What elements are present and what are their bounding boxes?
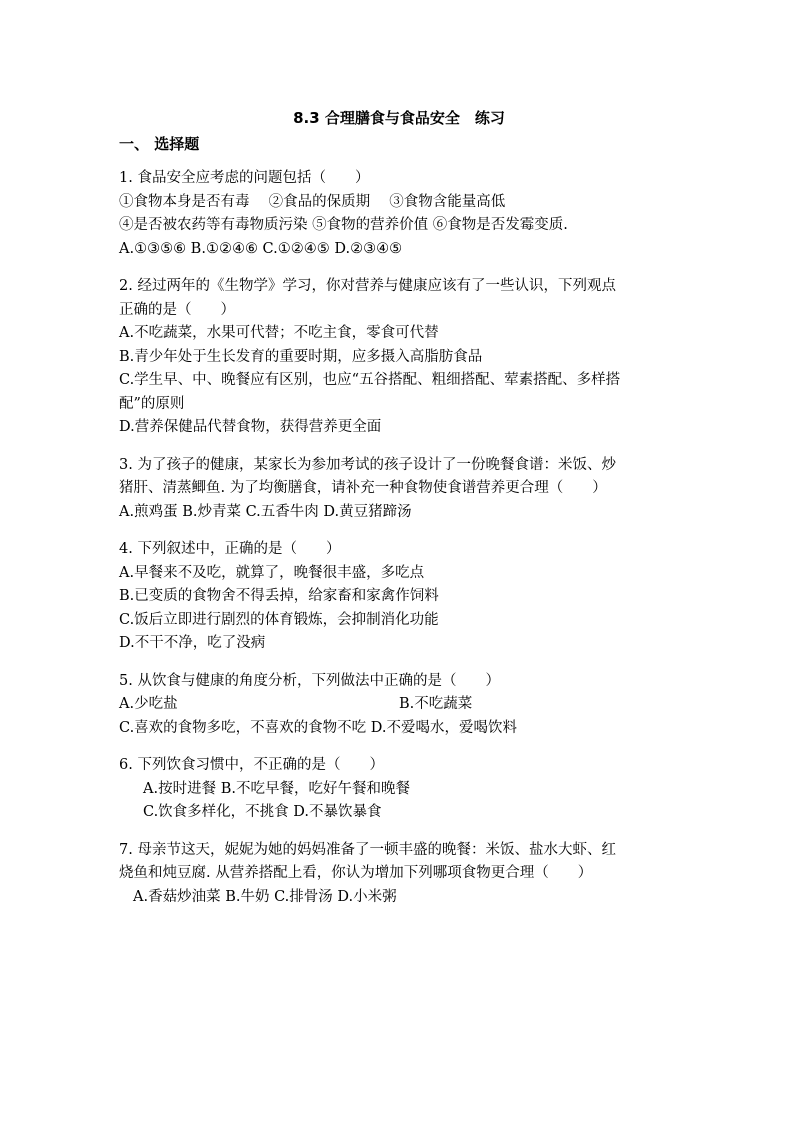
answer-option-c: C.饭后立即进行剧烈的体育锻炼，会抑制消化功能 bbox=[119, 611, 439, 628]
question-5 bbox=[119, 670, 679, 741]
question-stem: 6. 下列饮食习惯中，不正确的是（ ） bbox=[119, 757, 384, 773]
answer-option-d: D.不干不净，吃了没病 bbox=[119, 635, 266, 651]
question-stem: 3. 为了孩子的健康，某家长为参加考试的孩子设计了一份晚餐食谱：米饭、炒 bbox=[119, 456, 616, 473]
question-stem: 7. 母亲节这天，妮妮为她的妈妈准备了一顿丰盛的晚餐：米饭、盐水大虾、红 bbox=[119, 841, 616, 858]
answer-option-a: A.少吃盐 bbox=[119, 696, 178, 712]
question-stem: 正确的是（ ） bbox=[119, 301, 235, 318]
document-page bbox=[119, 105, 679, 923]
question-3 bbox=[119, 454, 679, 525]
answer-options: A.①③⑤⑥ B.①②④⑥ C.①②④⑤ D.②③④⑤ bbox=[119, 240, 403, 257]
question-line: ①食物本身是否有毒 ②食品的保质期 ③食物含能量高低 bbox=[119, 193, 506, 210]
answer-options: A.香菇炒油菜 B.牛奶 C.排骨汤 D.小米粥 bbox=[133, 888, 397, 905]
answer-options-row bbox=[119, 693, 679, 717]
answer-option-d: D.营养保健品代替食物，获得营养更全面 bbox=[119, 419, 382, 435]
question-1 bbox=[119, 167, 679, 261]
answer-options-cd: C.喜欢的食物多吃，不喜欢的食物不吃 D.不爱喝水，爱喝饮料 bbox=[119, 719, 518, 736]
question-line: ④是否被农药等有毒物质污染 ⑤食物的营养价值 ⑥食物是否发霉变质. bbox=[119, 217, 568, 233]
question-2 bbox=[119, 275, 679, 440]
question-stem: 猪肝、清蒸鲫鱼. 为了均衡膳食，请补充一种食物使食谱营养更合理（ ） bbox=[119, 480, 607, 496]
answer-option-c-cont: 配”的原则 bbox=[119, 395, 185, 412]
question-stem: 1. 食品安全应考虑的问题包括（ ） bbox=[119, 170, 370, 186]
answer-option-b: B.已变质的食物舍不得丢掉，给家畜和家禽作饲料 bbox=[119, 588, 439, 604]
answer-option-c: C.学生早、中、晚餐应有区别，也应“五谷搭配、粗细搭配、荤素搭配、多样搭 bbox=[119, 372, 621, 388]
answer-option-a: A.不吃蔬菜，水果可代替；不吃主食，零食可代替 bbox=[119, 325, 439, 341]
question-stem: 烧鱼和炖豆腐. 从营养搭配上看，你认为增加下列哪项食物更合理（ ） bbox=[119, 865, 593, 881]
question-7 bbox=[119, 839, 679, 910]
answer-options-ab: A.按时进餐 B.不吃早餐，吃好午餐和晚餐 bbox=[143, 780, 410, 797]
question-6 bbox=[119, 754, 679, 825]
answer-option-b: B.不吃蔬菜 bbox=[399, 696, 473, 712]
answer-option-b: B.青少年处于生长发育的重要时期，应多摄入高脂肪食品 bbox=[119, 348, 483, 365]
answer-options-cd: C.饮食多样化，不挑食 D.不暴饮暴食 bbox=[143, 804, 382, 820]
answer-options: A.煎鸡蛋 B.炒青菜 C.五香牛肉 D.黄豆猪蹄汤 bbox=[119, 503, 412, 520]
question-stem: 5. 从饮食与健康的角度分析，下列做法中正确的是（ ） bbox=[119, 672, 500, 689]
question-stem: 4. 下列叙述中，正确的是（ ） bbox=[119, 541, 341, 557]
section-heading: 一、 选择题 bbox=[119, 135, 200, 153]
answer-option-a: A.早餐来不及吃，就算了，晚餐很丰盛，多吃点 bbox=[119, 564, 425, 581]
page-title: 8.3 合理膳食与食品安全 练习 bbox=[293, 109, 505, 127]
question-stem: 2. 经过两年的《生物学》学习，你对营养与健康应该有了一些认识，下列观点 bbox=[119, 278, 616, 294]
question-4 bbox=[119, 538, 679, 656]
